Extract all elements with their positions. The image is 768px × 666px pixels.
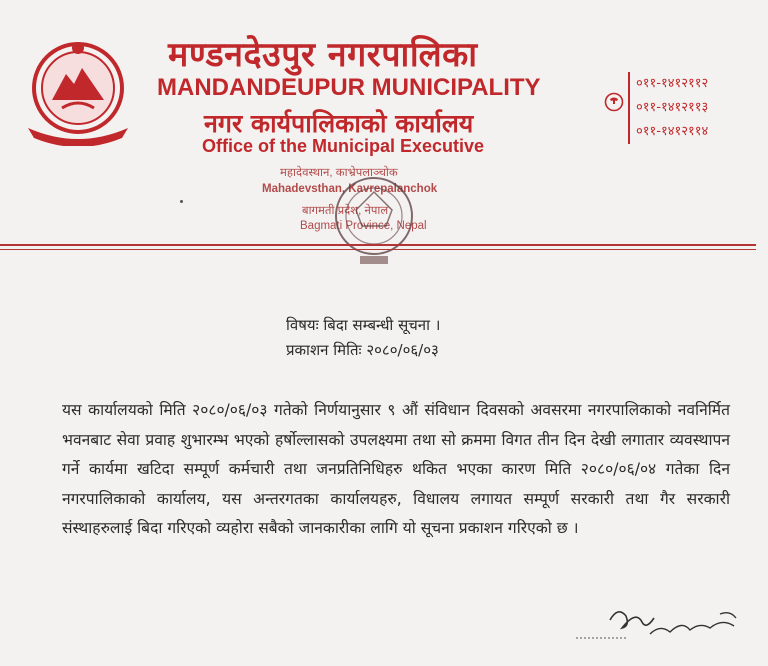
- notice-subject: विषयः बिदा सम्बन्धी सूचना ।: [286, 316, 441, 334]
- official-seal: [326, 170, 422, 270]
- municipality-name-np: मण्डनदेउपुर नगरपालिका: [168, 35, 478, 75]
- phone-number: ०११-१४१२११३: [636, 100, 709, 115]
- header-rule: [0, 244, 756, 246]
- office-name-np: नगर कार्यपालिकाको कार्यालय: [204, 109, 474, 138]
- header-rule-thin: [0, 249, 756, 250]
- address-np-province: बागमती प्रदेश, नेपाल: [302, 205, 389, 217]
- speck: [180, 200, 183, 203]
- address-en-province: Bagmati Province, Nepal: [300, 220, 427, 232]
- publication-date: प्रकाशन मितिः २०८०/०६/०३: [286, 341, 439, 359]
- phone-icon: [604, 92, 624, 112]
- address-en: Mahadevsthan, Kavrepalanchok: [262, 183, 438, 195]
- notice-body: यस कार्यालयको मिति २०८०/०६/०३ गतेको निर्णयानुसार ९ औं संविधान दिवसको अवसरमा नगरपालिकाको नवनिर्मित भवनबाट सेवा प्रवाह शुभारम्भ भएको हर्षोल्लासको उपलक्ष्यमा तथा सो क्रममा विगत तीन दिन देखी लगातार व्यवस्थापन गर्ने कार्यमा खटिदा सम्पूर्ण कर्मचारी तथा जनप्रतिनिधिहरु थकित भएका कारण मिति २०८०/०६/०४ गतेका दिन नगरपालिकाको कार्यालय, यस अन्तरगतका कार्यालयहरु, विधालय लगायत सम्पूर्ण सरकारी तथा गैर सरकारी संस्थाहरुलाई बिदा गरिएको व्यहोरा सबैको जानकारीका लागि यो सूचना प्रकाशन गरिएको छ ।: [62, 401, 730, 537]
- handwritten-signature: [570, 600, 750, 650]
- phone-number: ०११-१४१२११२: [636, 76, 709, 91]
- phone-list: [628, 72, 708, 144]
- nepal-emblem-icon: [22, 38, 134, 146]
- phone-number: ०११-१४१२११४: [636, 124, 709, 139]
- office-name-en: Office of the Municipal Executive: [202, 136, 485, 156]
- municipality-name-en: MANDANDEUPUR MUNICIPALITY: [157, 74, 541, 101]
- address-np: महादेवस्थान, काभ्रेपलाञ्चोक: [280, 167, 398, 179]
